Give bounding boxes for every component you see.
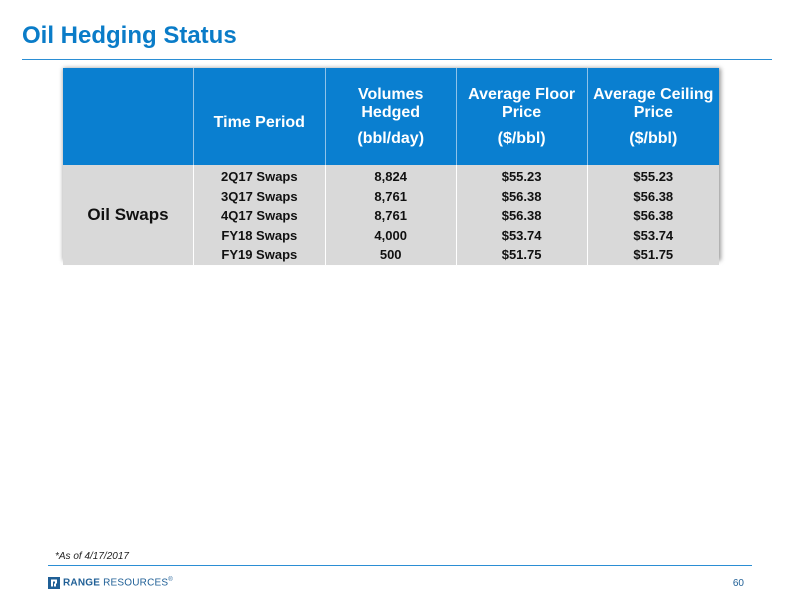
logo-text-bold: RANGE (63, 577, 101, 589)
table-header-row (63, 68, 719, 165)
registered-mark: ® (168, 577, 173, 584)
cell-volume: 8,761 (374, 188, 407, 204)
column-time-period (193, 165, 325, 265)
cell-floor-price: $55.23 (501, 169, 542, 184)
header-label: Average Ceiling Price (593, 85, 714, 121)
cell-ceiling-price: $53.74 (633, 227, 674, 243)
cell-period: FY19 Swaps (221, 247, 298, 262)
logo-text (63, 577, 173, 588)
header-volumes-hedged (325, 68, 456, 165)
cell-volume: 500 (379, 247, 402, 262)
header-label: Time Period (213, 113, 305, 131)
cell-period: 4Q17 Swaps (221, 208, 298, 223)
cell-ceiling-price: $55.23 (633, 169, 674, 184)
cell-period: 2Q17 Swaps (221, 169, 298, 184)
cell-floor-price: $53.74 (501, 227, 542, 243)
cell-floor-price: $56.38 (501, 188, 542, 204)
header-unit: ($/bbl) (497, 129, 546, 147)
footer-divider (48, 565, 752, 566)
page-number: 60 (732, 578, 744, 589)
header-empty (63, 68, 193, 165)
footnote: *As of 4/17/2017 (55, 551, 129, 562)
header-unit: ($/bbl) (629, 129, 678, 147)
cell-volume: 8,761 (374, 208, 407, 223)
cell-ceiling-price: $56.38 (633, 208, 674, 223)
column-ceiling-price (587, 165, 719, 265)
range-logo-icon (48, 577, 60, 589)
header-average-floor-price (456, 68, 587, 165)
cell-ceiling-price: $56.38 (633, 188, 674, 204)
range-resources-logo (48, 575, 173, 591)
hedging-table (63, 68, 719, 265)
logo-text-regular: RESOURCES (103, 577, 169, 589)
group-label: Oil Swaps (63, 165, 193, 265)
column-volumes-hedged (325, 165, 456, 265)
cell-ceiling-price: $51.75 (633, 247, 674, 262)
cell-volume: 8,824 (374, 169, 407, 184)
header-unit: (bbl/day) (357, 129, 425, 147)
column-floor-price (456, 165, 587, 265)
header-time-period (193, 68, 325, 165)
slide-title: Oil Hedging Status (22, 22, 237, 49)
header-average-ceiling-price (587, 68, 719, 165)
table-row-oil-swaps (63, 165, 719, 265)
title-divider (22, 59, 772, 60)
header-label: Volumes Hedged (357, 85, 424, 121)
header-label: Average Floor Price (468, 85, 576, 121)
cell-period: FY18 Swaps (221, 227, 298, 243)
cell-floor-price: $56.38 (501, 208, 542, 223)
cell-floor-price: $51.75 (501, 247, 542, 262)
cell-volume: 4,000 (374, 227, 407, 243)
cell-period: 3Q17 Swaps (221, 188, 298, 204)
